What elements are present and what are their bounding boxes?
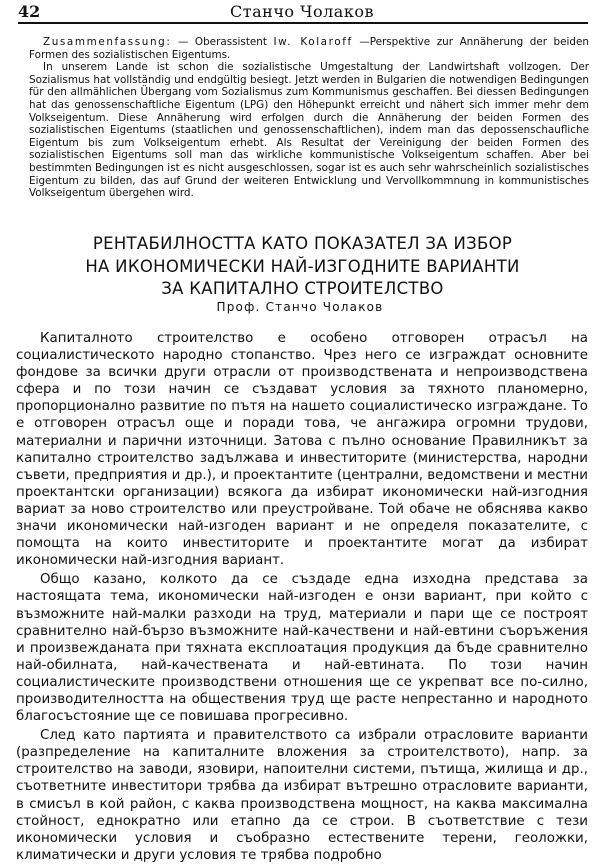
title-line: РЕНТАБИЛНОСТТА КАТО ПОКАЗАТЕЛ ЗА ИЗБОР [92, 234, 513, 253]
summary-body: In unserem Lande ist schon die sozialistische Umgestaltung der Landwirtshaft vollzogen. Der Sozialismus hat vollständig und endgültig besiegt. Jetzt werden in Bulgarien die notwendigen Bedingungen für den allmählichen Übergang vom Sozialismus zum Kommunismus geschaffen. Bei diessen Bedingungen hat das genossenschaftliche Eigentum (LPG) den Höhepunkt erreicht und nähert sich immer mehr dem Volkseigentum. Diese Annäherung wird erfolgen durch die Annäherung der beiden Formen des sozialistischen Eigentums (staatlichen und genossenschaftlichen), indem man das depossenschaufliche Eigentum bis zum Volkseigentum erhebt. Als Resultat der Vereinigung der beiden Formen des sozialistischen Eigentums soll man das wirkliche kommunistische Volkseigentum schaffen. Aber bei bestimmten Bedingungen ist es nicht ausgeschlossen, sogar ist es auch sehr wahrscheinlich sozialistisches Eigentum zu bilden, das auf Grund der weiteren Entwicklung und Vervollkommnung in kommunistisches Volkseigentum übergehen wird. [29, 61, 589, 200]
article-title [40, 233, 565, 301]
running-head: Станчо Чолаков [230, 2, 374, 21]
article-byline: Проф. Станчо Чолаков [216, 300, 384, 314]
body-paragraph: След като партията и правителството са избрали отрасловите варианти (разпределение на капиталните вложения за строителството), напр. за строителство на заводи, язовири, напоителни системи, пътища, жилища и др., съответните инвеститори трябва да избират вътрешно отрасловите варианти, в смисъл в кой район, с каква производствена мощност, на каква максимална стойност, еднократно или етапно да се строи. В съответствие с тези икономически условия и съобразно естествените терени, геоложки, климатически и други условия те трябва подробно [16, 728, 588, 863]
body-paragraph: Капиталното строителство е особено отговорен отрасъл на социалистическото народно стопанство. Чрез него се изграждат основните фондове за всички други отрасли от производствената и непроизводствена сфера и по този начин се създават условия за тяхното планомерно, пропорционално развитие по пътя на нашето социалистическо изграждане. То е отговорен отрасъл още и поради това, че ангажира огромни трудови, материални и парични източници. Затова с пълно основание Правилникът за капитално строителство задължава и инвеститорите (министерства, народни съвети, предприятия и др.), и проектантите (централни, ведомствени и местни проектантски организации) всякога да избират икономически най-изгодния вариат за ново строителство или преустройване. Той обаче не обяснява какво значи икономически най-изгоден вариант и не определя показателите, с помощта на които инвеститорите и проектантите могат да избират икономически най-изгодния вариант. [16, 331, 588, 569]
body-paragraph: Общо казано, колкото да се създаде една изходна представа за настоящата тема, икономически най-изгоден е онзи вариант, при който с възможните най-малки разходи на труд, материали и пари ще се построят сравнително най-бързо възможните най-качествени и най-евтини съоръжения и произвежданата при тяхната експлоатация продукция да бъде сравнително най-обилната, най-качествената и най-евтината. По този начин социалистическите производствени отношения ще се укрепват все по-силно, производителността на обществения труд ще расте непрестанно и народното благосъстояние ще се повишава прогресивно. [16, 572, 588, 725]
summary-label: Zusammenfassung: [43, 36, 172, 48]
article-body [16, 330, 588, 866]
page-number: 42 [18, 2, 41, 21]
summary-heading [29, 36, 589, 61]
title-line: НА ИКОНОМИЧЕСКИ НАЙ-ИЗГОДНИТЕ ВАРИАНТИ [85, 256, 520, 276]
page-header [18, 3, 586, 21]
summary-author: Iw. Kolaroff [273, 36, 353, 48]
header-rule [18, 22, 588, 24]
title-line: ЗА КАПИТАЛНО СТРОИТЕЛСТВО [161, 279, 444, 298]
summary-title: —Perspektive zur Annäherung der beiden Formen des sozialistischen Eigentums. [29, 36, 590, 61]
summary-dash: — Oberassistent [171, 36, 274, 48]
summary-block [29, 36, 589, 200]
